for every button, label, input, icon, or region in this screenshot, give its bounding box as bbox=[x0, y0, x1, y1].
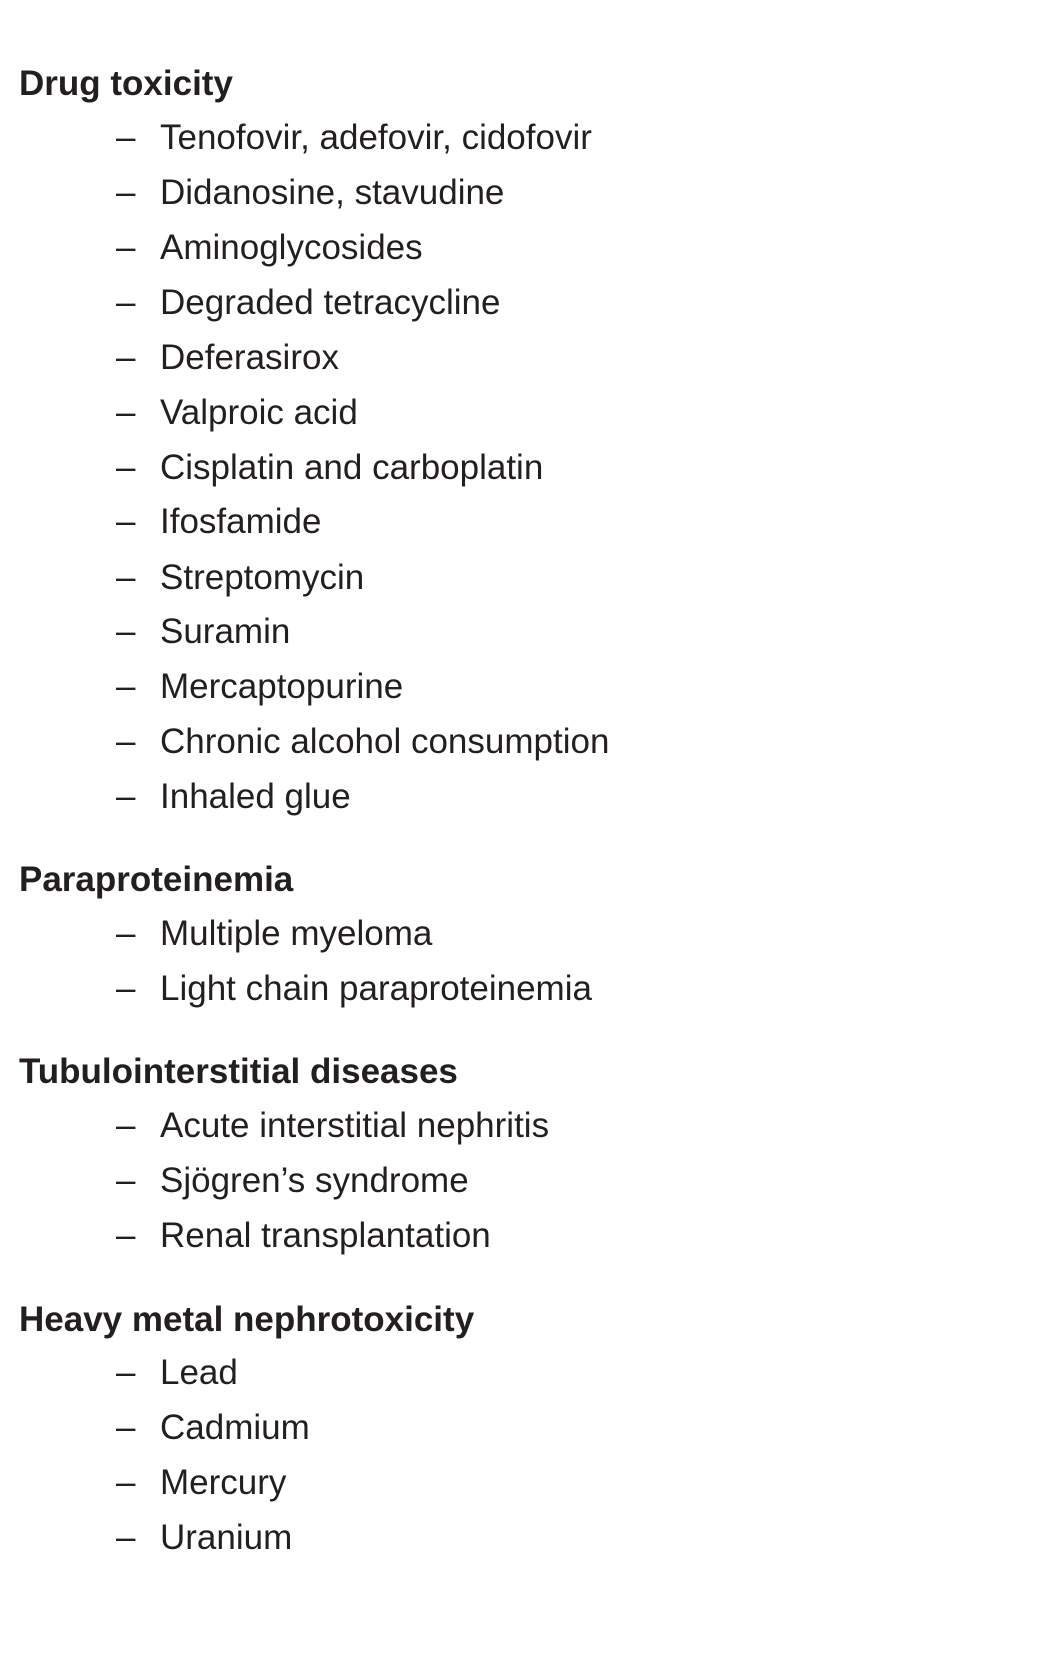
dash-bullet: – bbox=[116, 1353, 136, 1392]
list-item-text: Deferasirox bbox=[160, 338, 339, 377]
list-item-text: Streptomycin bbox=[160, 558, 365, 597]
list-item-text: Light chain paraproteinemia bbox=[160, 969, 592, 1008]
section-heading: Heavy metal nephrotoxicity bbox=[19, 1300, 475, 1339]
dash-bullet: – bbox=[116, 914, 136, 953]
section-heading: Tubulointerstitial diseases bbox=[19, 1052, 458, 1091]
dash-bullet: – bbox=[116, 283, 136, 322]
list-item-text: Mercury bbox=[160, 1463, 287, 1502]
dash-bullet: – bbox=[116, 612, 136, 651]
dash-bullet: – bbox=[116, 1161, 136, 1200]
dash-bullet: – bbox=[116, 558, 136, 597]
dash-bullet: – bbox=[116, 448, 136, 487]
list-item-text: Inhaled glue bbox=[160, 777, 351, 816]
dash-bullet: – bbox=[116, 1463, 136, 1502]
list-item-text: Cisplatin and carboplatin bbox=[160, 448, 544, 487]
list-item-text: Chronic alcohol consumption bbox=[160, 722, 610, 761]
list-item-text: Suramin bbox=[160, 612, 291, 651]
dash-bullet: – bbox=[116, 393, 136, 432]
list-item-text: Tenofovir, adefovir, cidofovir bbox=[160, 118, 592, 157]
list-item-text: Mercaptopurine bbox=[160, 667, 404, 706]
dash-bullet: – bbox=[116, 777, 136, 816]
dash-bullet: – bbox=[116, 1106, 136, 1145]
list-item-text: Uranium bbox=[160, 1518, 293, 1557]
dash-bullet: – bbox=[116, 1408, 136, 1447]
dash-bullet: – bbox=[116, 969, 136, 1008]
list-item-text: Multiple myeloma bbox=[160, 914, 433, 953]
dash-bullet: – bbox=[116, 502, 136, 541]
list-item-text: Sjögren’s syndrome bbox=[160, 1161, 469, 1200]
dash-bullet: – bbox=[116, 338, 136, 377]
section-heading: Drug toxicity bbox=[19, 64, 233, 103]
list-item-text: Didanosine, stavudine bbox=[160, 173, 505, 212]
list-item-text: Cadmium bbox=[160, 1408, 310, 1447]
list-item-text: Ifosfamide bbox=[160, 502, 322, 541]
list-item-text: Valproic acid bbox=[160, 393, 358, 432]
list-item-text: Aminoglycosides bbox=[160, 228, 423, 267]
dash-bullet: – bbox=[116, 173, 136, 212]
dash-bullet: – bbox=[116, 1216, 136, 1255]
list-item-text: Lead bbox=[160, 1353, 238, 1392]
section-heading: Paraproteinemia bbox=[19, 860, 294, 899]
list-item-text: Acute interstitial nephritis bbox=[160, 1106, 550, 1145]
dash-bullet: – bbox=[116, 722, 136, 761]
dash-bullet: – bbox=[116, 228, 136, 267]
dash-bullet: – bbox=[116, 667, 136, 706]
dash-bullet: – bbox=[116, 118, 136, 157]
list-item-text: Renal transplantation bbox=[160, 1216, 491, 1255]
list-item-text: Degraded tetracycline bbox=[160, 283, 501, 322]
dash-bullet: – bbox=[116, 1518, 136, 1557]
